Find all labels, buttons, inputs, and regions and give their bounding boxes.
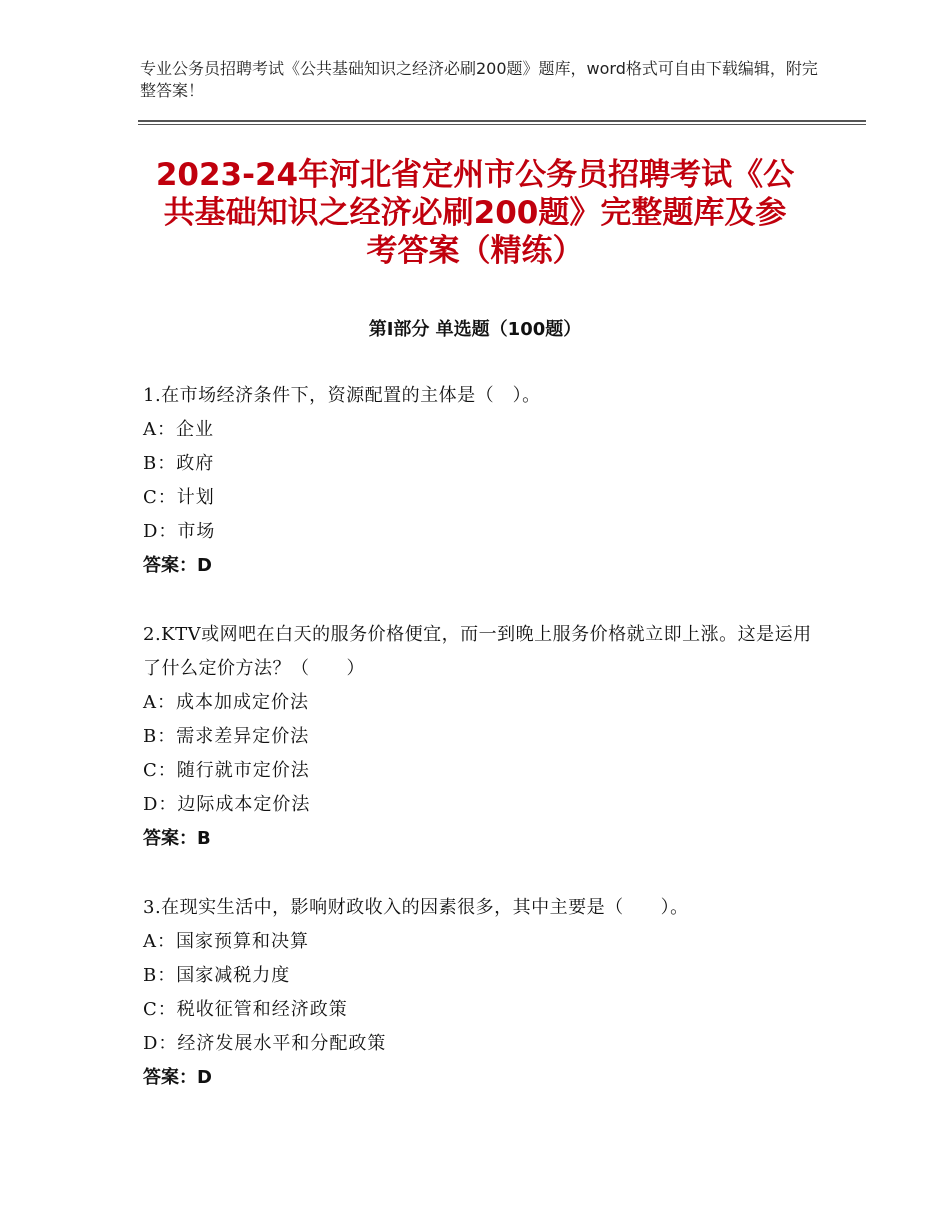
option-b: B：政府 [143, 453, 215, 474]
answer-line: 答案：D [143, 1067, 212, 1088]
header-divider-thin [138, 124, 866, 125]
option-c: C：税收征管和经济政策 [143, 999, 348, 1020]
answer-line: 答案：D [143, 555, 212, 576]
question-stem: 2.KTV或网吧在白天的服务价格便宜，而一到晚上服务价格就立即上涨。这是运用了什么定价方法？（ ） [143, 624, 812, 679]
document-title: 2023-24年河北省定州市公务员招聘考试《公共基础知识之经济必刷200题》完整题库及参考答案（精练） [155, 157, 795, 269]
option-a: A：企业 [143, 419, 214, 440]
question-stem: 1.在市场经济条件下，资源配置的主体是（ ）。 [143, 385, 541, 406]
question-stem: 3.在现实生活中，影响财政收入的因素很多，其中主要是（ ）。 [143, 897, 689, 918]
question-2 [143, 618, 823, 856]
option-d: D：市场 [143, 521, 216, 542]
option-c: C：计划 [143, 487, 215, 508]
header-divider [138, 120, 866, 122]
option-b: B：国家减税力度 [143, 965, 291, 986]
question-1 [143, 379, 823, 583]
answer-line: 答案：B [143, 828, 211, 849]
header-note: 专业公务员招聘考试《公共基础知识之经济必刷200题》题库，word格式可自由下载编辑，附完整答案！ [140, 59, 818, 100]
option-d: D：边际成本定价法 [143, 794, 311, 815]
option-a: A：国家预算和决算 [143, 931, 309, 952]
section-heading: 第Ⅰ部分 单选题（100题） [368, 319, 582, 340]
option-b: B：需求差异定价法 [143, 726, 310, 747]
option-a: A：成本加成定价法 [143, 692, 309, 713]
option-d: D：经济发展水平和分配政策 [143, 1033, 387, 1054]
question-3 [143, 891, 823, 1095]
option-c: C：随行就市定价法 [143, 760, 310, 781]
